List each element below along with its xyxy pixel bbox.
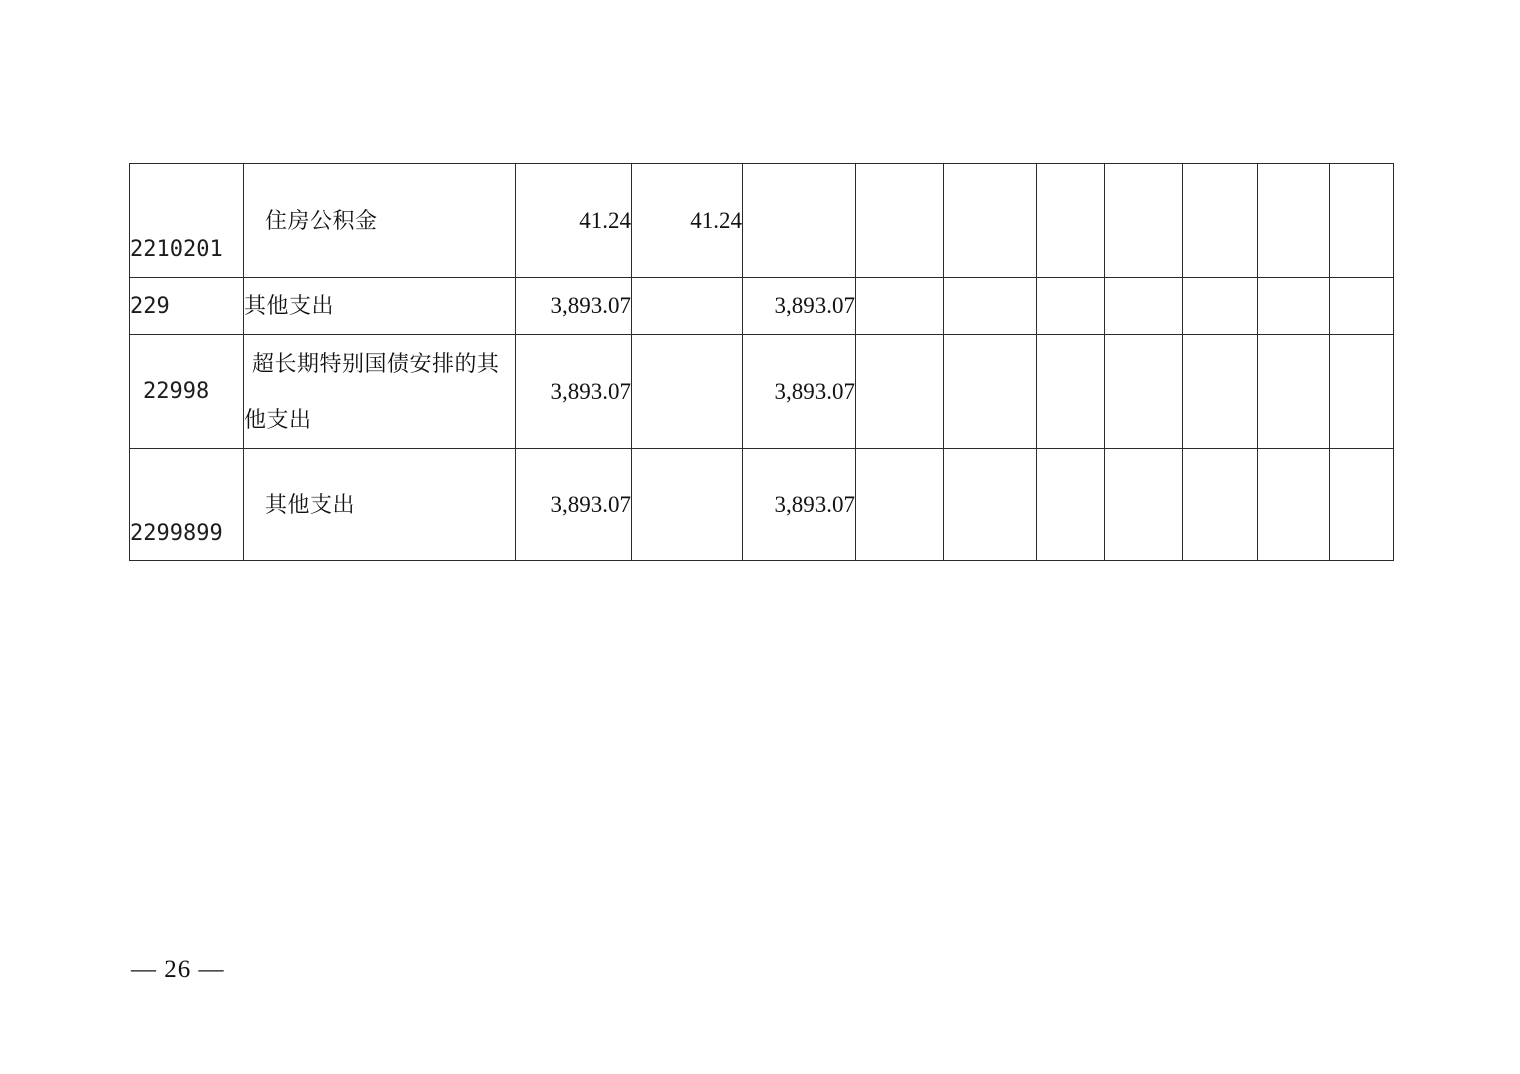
empty-cell (1037, 449, 1105, 561)
empty-cell (856, 278, 944, 335)
table-row (130, 164, 1394, 278)
empty-cell (1330, 335, 1394, 449)
empty-cell (944, 164, 1037, 278)
empty-cell (1105, 278, 1183, 335)
amount-cell (632, 449, 743, 561)
empty-cell (1037, 335, 1105, 449)
empty-cell (944, 449, 1037, 561)
code-cell (130, 164, 244, 278)
amount-cell: 41.24 (632, 164, 743, 278)
page-number: — 26 — (131, 956, 225, 983)
code-cell: 22998 (130, 335, 244, 449)
budget-table (129, 163, 1394, 561)
code-text: 2299899 (130, 521, 223, 546)
name-cell: 超长期特别国债安排的其他支出 (244, 335, 516, 449)
amount-cell (632, 278, 743, 335)
name-cell: 其他支出 (244, 278, 516, 335)
code-text: 2210201 (130, 237, 223, 262)
amount-cell (632, 335, 743, 449)
empty-cell (1330, 164, 1394, 278)
amount-cell: 3,893.07 (516, 278, 632, 335)
empty-cell (1105, 335, 1183, 449)
amount-cell: 3,893.07 (516, 449, 632, 561)
empty-cell (1105, 449, 1183, 561)
amount-cell: 3,893.07 (743, 278, 856, 335)
empty-cell (944, 278, 1037, 335)
empty-cell (1258, 335, 1330, 449)
empty-cell (944, 335, 1037, 449)
amount-cell: 3,893.07 (743, 449, 856, 561)
table-row (130, 449, 1394, 561)
empty-cell (1183, 335, 1258, 449)
empty-cell (1258, 449, 1330, 561)
empty-cell (1183, 449, 1258, 561)
empty-cell (1258, 278, 1330, 335)
empty-cell (1258, 164, 1330, 278)
empty-cell (856, 449, 944, 561)
code-cell (130, 449, 244, 561)
name-cell: 其他支出 (244, 449, 516, 561)
code-cell: 229 (130, 278, 244, 335)
amount-cell: 3,893.07 (743, 335, 856, 449)
empty-cell (1105, 164, 1183, 278)
empty-cell (856, 164, 944, 278)
empty-cell (1183, 164, 1258, 278)
empty-cell (1037, 278, 1105, 335)
table-row (130, 335, 1394, 449)
empty-cell (1183, 278, 1258, 335)
amount-cell: 41.24 (516, 164, 632, 278)
name-cell: 住房公积金 (244, 164, 516, 278)
empty-cell (1330, 449, 1394, 561)
empty-cell (1037, 164, 1105, 278)
empty-cell (856, 335, 944, 449)
table-row (130, 278, 1394, 335)
amount-cell (743, 164, 856, 278)
empty-cell (1330, 278, 1394, 335)
amount-cell: 3,893.07 (516, 335, 632, 449)
